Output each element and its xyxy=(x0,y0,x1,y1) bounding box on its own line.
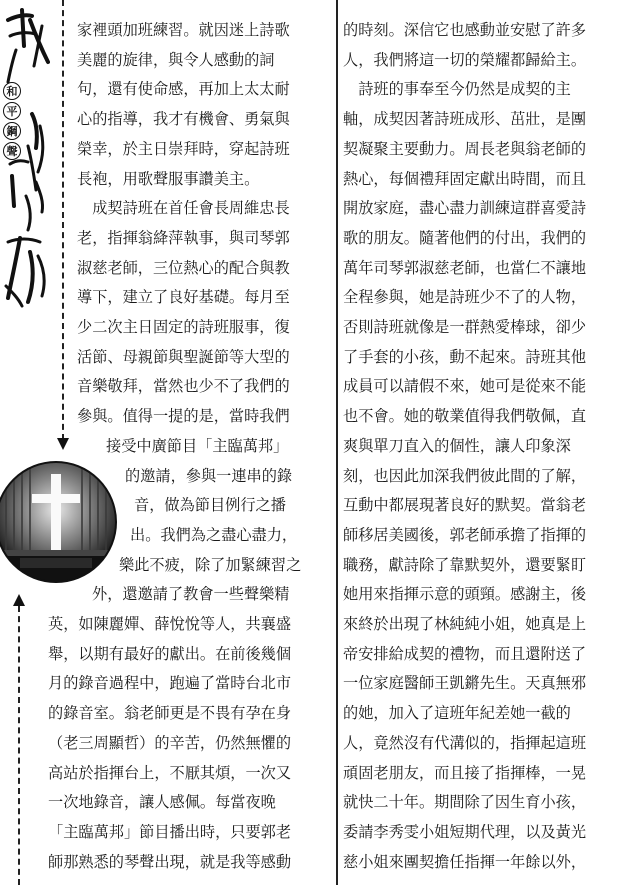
text-line: 人，竟然沒有代溝似的，指揮起這班 xyxy=(343,733,586,752)
text-line: （老三周顯哲）的辛苦，仍然無懼的 xyxy=(48,733,291,752)
text-line: 全程參與，她是詩班少不了的人物， xyxy=(343,288,586,307)
text-line: 歌的朋友。隨著他們的付出，我們的 xyxy=(343,228,586,247)
text-line: 長袍，用歌聲服事讚美主。 xyxy=(77,169,260,188)
text-line: 的她，加入了這班年紀差她一截的 xyxy=(343,704,571,723)
seal-char: 和 xyxy=(3,82,21,100)
text-line: 的錄音室。翁老師更是不畏有孕在身 xyxy=(48,704,291,723)
text-line: 句，還有使命感，再加上太太耐 xyxy=(77,80,290,99)
text-line: 導下，建立了良好基礎。每月至 xyxy=(77,288,290,307)
seal-char: 平 xyxy=(3,102,21,120)
text-line: 高站於指揮台上，不厭其煩，一次又 xyxy=(48,763,291,782)
text-line: 師移居美國後，郭老師承擔了指揮的 xyxy=(343,525,586,544)
text-line: 萬年司琴郭淑慈老師，也當仁不讓地 xyxy=(343,258,586,277)
calligraphy-title-art xyxy=(2,6,50,326)
text-line: 成員可以請假不來，她可是從來不能 xyxy=(343,377,586,396)
dashed-line-bottom xyxy=(18,606,20,885)
text-line: 頑固老朋友，而且接了指揮棒，一晃 xyxy=(343,763,586,782)
text-line: 的時刻。深信它也感動並安慰了許多 xyxy=(343,21,586,39)
text-line: 帝安排給成契的禮物，而且還附送了 xyxy=(343,644,586,663)
text-line: 成契詩班在首任會長周維忠長 xyxy=(77,199,290,218)
text-line: 爽與單刀直入的個性，讓人印象深 xyxy=(343,436,571,455)
text-line: 少二次主日固定的詩班服事，復 xyxy=(77,318,290,337)
text-line: 榮幸，於主日崇拜時，穿起詩班 xyxy=(77,139,290,158)
text-line: 委請李秀雯小姐短期代理，以及黃光 xyxy=(343,822,586,841)
text-line: 家裡頭加班練習。就因迷上詩歌 xyxy=(77,21,290,39)
arrow-down-icon xyxy=(57,438,69,450)
arrow-up-icon xyxy=(13,594,25,606)
right-text-column xyxy=(343,16,627,877)
text-line: 刻，也因此加深我們彼此間的了解， xyxy=(343,466,586,485)
text-line: 美麗的旋律，與令人感動的詞 xyxy=(77,50,275,69)
text-line: 心的指導，我才有機會、勇氣與 xyxy=(77,110,290,129)
text-line: 互動中都展現著良好的默契。當翁老 xyxy=(343,496,586,515)
dashed-line-top xyxy=(62,0,64,440)
text-line: 老，指揮翁絳萍執事，與司琴郭 xyxy=(77,228,290,247)
left-text-column xyxy=(48,16,325,877)
text-line: 了手套的小孩，動不起來。詩班其他 xyxy=(343,347,586,366)
seal-column xyxy=(3,82,23,162)
text-line: 一次地錄音，讓人感佩。每當夜晚 xyxy=(48,793,276,812)
text-line: 出。我們為之盡心盡力， xyxy=(130,525,298,544)
seal-char: 聲 xyxy=(3,142,21,160)
text-line: 的邀請，參與一連串的錄 xyxy=(125,466,293,485)
column-divider xyxy=(336,0,338,885)
text-line: 「主臨萬邦」節目播出時，只要郭老 xyxy=(48,822,291,841)
text-line: 慈小姐來團契擔任指揮一年餘以外， xyxy=(343,852,586,871)
text-line: 軸，成契因著詩班成形、茁壯，是團 xyxy=(343,110,586,129)
text-line: 英，如陳麗嬋、薛悅悅等人，共襄盛 xyxy=(48,615,291,634)
text-line: 一位家庭醫師王凱鏘先生。天真無邪 xyxy=(343,674,586,693)
text-line: 也不會。她的敬業值得我們敬佩，直 xyxy=(343,407,586,426)
text-line: 熱心，每個禮拜固定獻出時間，而且 xyxy=(343,169,586,188)
text-line: 開放家庭，盡心盡力訓練這群喜愛詩 xyxy=(343,199,586,218)
text-line: 人，我們將這一切的榮耀都歸給主。 xyxy=(343,50,586,69)
text-line: 參與。值得一提的是，當時我們 xyxy=(77,407,290,426)
text-line: 樂此不疲，除了加緊練習之 xyxy=(119,555,302,574)
text-line: 她用來指揮示意的頭頸。感謝主，後 xyxy=(343,585,586,604)
text-line: 淑慈老師，三位熱心的配合與教 xyxy=(77,258,290,277)
text-line: 契凝聚主要動力。周長老與翁老師的 xyxy=(343,139,586,158)
text-line: 職務，獻詩除了靠默契外，還要緊盯 xyxy=(343,555,586,574)
text-line: 外，還邀請了教會一些聲樂精 xyxy=(92,585,290,604)
seal-char: 鋼 xyxy=(3,122,21,140)
text-line: 接受中廣節目「主臨萬邦」 xyxy=(106,436,289,455)
text-line: 師那熟悉的琴聲出現，就是我等感動 xyxy=(48,852,291,871)
text-line: 就快二十年。期間除了因生育小孩， xyxy=(343,793,586,812)
text-line: 月的錄音過程中，跑遍了當時台北市 xyxy=(48,674,291,693)
text-line: 音樂敬拜，當然也少不了我們的 xyxy=(77,377,290,396)
text-line: 來終於出現了林純純小姐，她真是上 xyxy=(343,615,586,634)
text-line: 活節、母親節與聖誕節等大型的 xyxy=(77,347,290,366)
text-line: 舉，以期有最好的獻出。在前後幾個 xyxy=(48,644,291,663)
text-line: 否則詩班就像是一群熱愛棒球，卻少 xyxy=(343,318,586,337)
text-line: 詩班的事奉至今仍然是成契的主 xyxy=(343,80,571,99)
text-line: 音，做為節目例行之播 xyxy=(134,496,286,515)
